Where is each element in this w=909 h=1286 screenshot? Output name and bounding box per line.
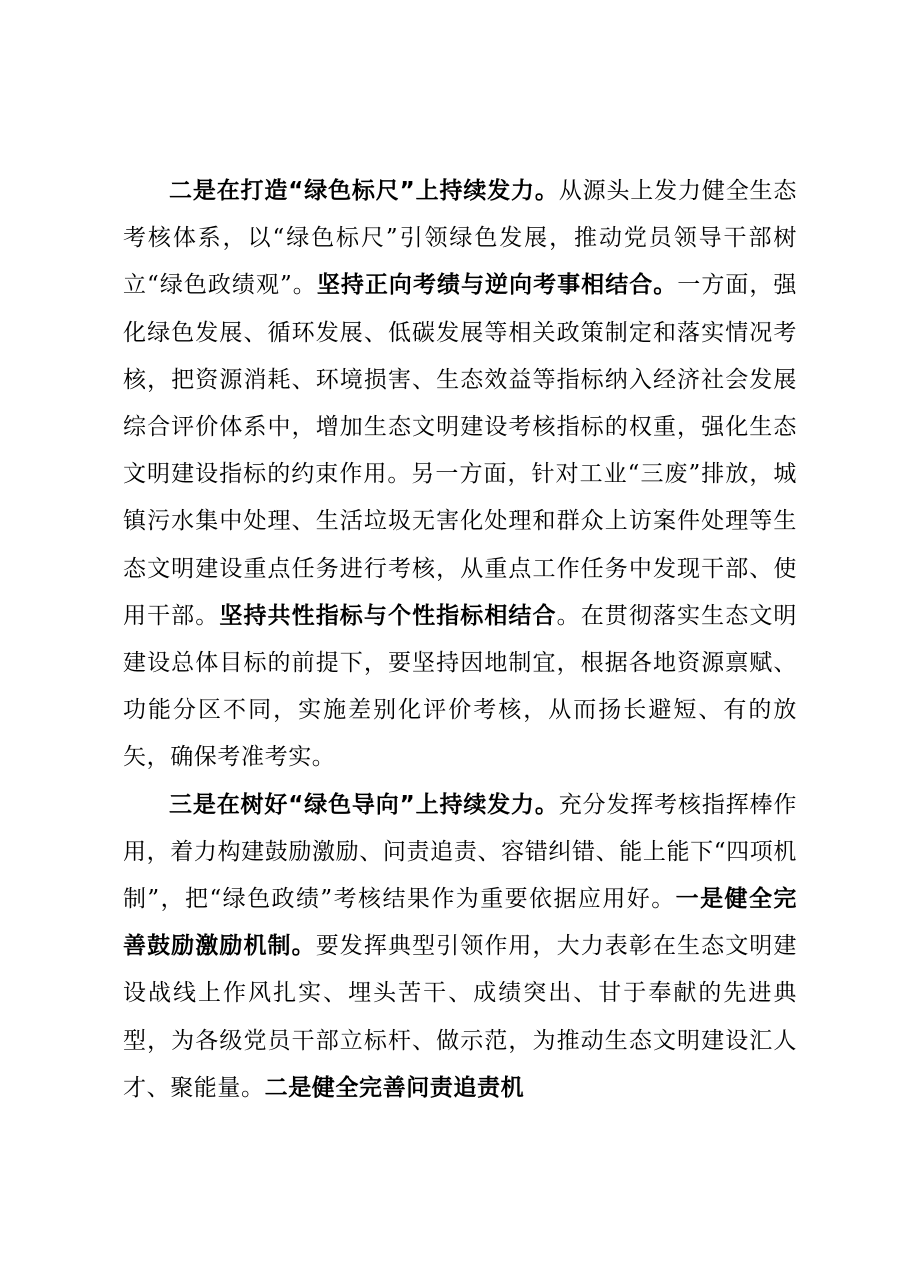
body-text: 从源头上发力健全生态考核体系，以“绿色标尺”引领绿色发展，推动党员领导干部树立“绿色政绩观”。 bbox=[123, 178, 798, 299]
paragraph-heading: 二是在打造“绿色标尺”上持续发力。 bbox=[169, 178, 559, 204]
document-body bbox=[123, 168, 797, 1112]
paragraph-green-guidance bbox=[123, 782, 797, 1112]
body-text: 。在贯彻落实生态文明建设总体目标的前提下，要坚持因地制宜，根据各地资源禀赋、功能分区不同，实施差别化评价考核，从而扬长避短、有的放矢，确保考准考实。 bbox=[123, 602, 798, 771]
paragraph-heading: 三是在树好“绿色导向”上持续发力。 bbox=[169, 791, 559, 818]
emphasis-text: 一是健全完善鼓励激励机制。 bbox=[123, 886, 798, 960]
body-text: 要发挥典型引领作用，大力表彰在生态文明建设战线上作风扎实、埋头苦干、成绩突出、甘于奉献的先进典型，为各级党员干部立标杆、做示范，为推动生态文明建设汇人才、聚能量。 bbox=[123, 933, 797, 1101]
emphasis-text: 二是健全完善问责追责机 bbox=[264, 1074, 525, 1101]
emphasis-text: 坚持正向考绩与逆向考事相结合。 bbox=[316, 272, 678, 299]
body-text: 一方面，强化绿色发展、循环发展、低碳发展等相关政策制定和落实情况考核，把资源消耗、环境损害、生态效益等指标纳入经济社会发展综合评价体系中，增加生态文明建设考核指标的权重，强化生态文明建设指标的约束作用。另一方面，针对工业“三废”排放，城镇污水集中处理、生活垃圾无害化处理和群众上访案件处理等生态文明建设重点任务进行考核，从重点工作任务中发现干部、使用干部。 bbox=[123, 272, 798, 629]
emphasis-text: 坚持共性指标与个性指标相结合 bbox=[219, 602, 557, 629]
body-text: 充分发挥考核指挥棒作用，着力构建鼓励激励、问责追责、容错纠错、能上能下“四项机制”，把“绿色政绩”考核结果作为重要依据应用好。 bbox=[123, 791, 798, 913]
paragraph-green-standard bbox=[123, 168, 797, 782]
